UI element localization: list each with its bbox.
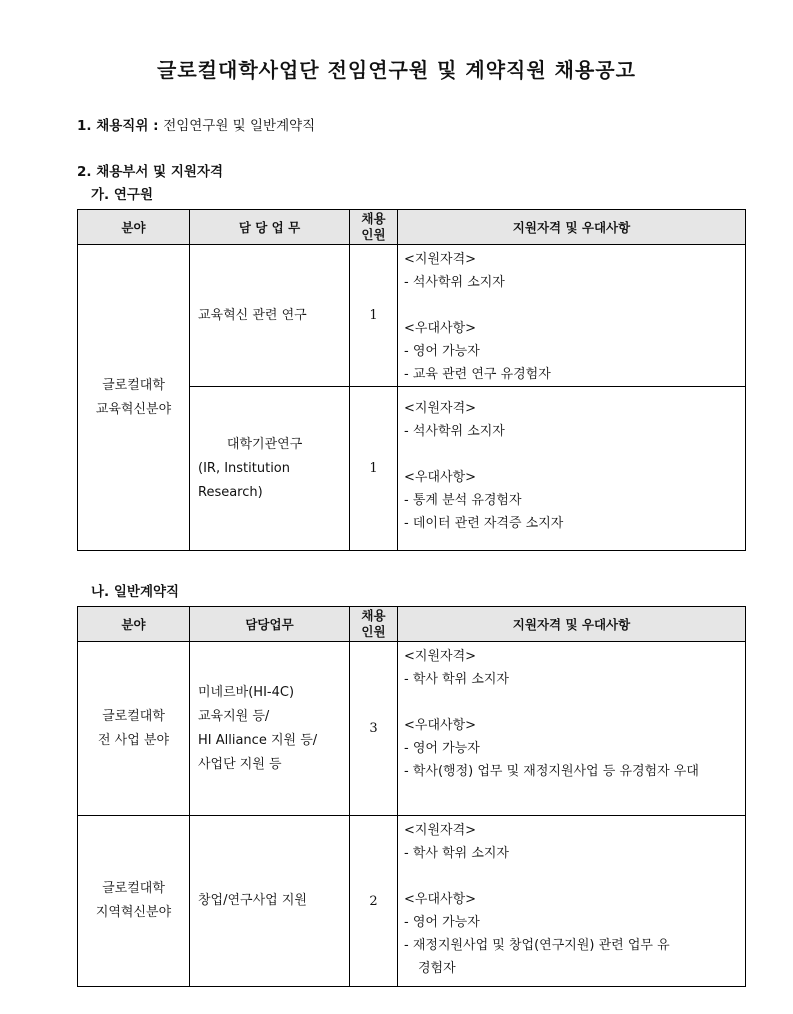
qualification-cell: <지원자격> - 석사학위 소지자 <우대사항> - 영어 가능자 - 교육 관련 연구 유경험자 (398, 245, 746, 387)
duty-cell: 대학기관연구 (IR, Institution Research) (190, 387, 350, 551)
section-1-value: 전임연구원 및 일반계약직 (163, 118, 316, 134)
header-duty: 담당업무 (190, 607, 350, 642)
field-cell: 글로컬대학 지역혁신분야 (78, 816, 190, 987)
table-row (78, 816, 746, 987)
field-cell: 글로컬대학 교육혁신분야 (78, 245, 190, 551)
researcher-heading: 가. 연구원 (91, 187, 153, 203)
count-cell: 3 (350, 642, 398, 816)
duty-cell: 창업/연구사업 지원 (190, 816, 350, 987)
researcher-table (77, 209, 746, 551)
count-cell: 1 (350, 245, 398, 387)
table-row (78, 245, 746, 387)
header-count: 채용 인원 (350, 210, 398, 245)
duty-cell: 미네르바(HI-4C) 교육지원 등/ HI Alliance 지원 등/ 사업단 지원 등 (190, 642, 350, 816)
researcher-table-header (78, 210, 746, 245)
qualification-cell: <지원자격> - 학사 학위 소지자 <우대사항> - 영어 가능자 - 학사(행정) 업무 및 재정지원사업 등 유경험자 우대 (398, 642, 746, 816)
qualification-cell: <지원자격> - 석사학위 소지자 <우대사항> - 통계 분석 유경험자 - 데이터 관련 자격증 소지자 (398, 387, 746, 551)
header-count: 채용 인원 (350, 607, 398, 642)
count-cell: 1 (350, 387, 398, 551)
section-2-label: 2. 채용부서 및 지원자격 (77, 164, 223, 180)
contract-heading: 나. 일반계약직 (91, 584, 180, 600)
section-1-label: 1. 채용직위 : (77, 118, 159, 134)
qualification-cell: <지원자격> - 학사 학위 소지자 <우대사항> - 영어 가능자 - 재정지원사업 및 창업(연구지원) 관련 업무 유 경험자 (398, 816, 746, 987)
header-field: 분야 (78, 210, 190, 245)
duty-cell: 교육혁신 관련 연구 (190, 245, 350, 387)
header-qualification: 지원자격 및 우대사항 (398, 210, 746, 245)
header-field: 분야 (78, 607, 190, 642)
count-cell: 2 (350, 816, 398, 987)
field-cell: 글로컬대학 전 사업 분야 (78, 642, 190, 816)
header-qualification: 지원자격 및 우대사항 (398, 607, 746, 642)
header-duty: 담 당 업 무 (190, 210, 350, 245)
contract-table (77, 606, 746, 987)
contract-table-header (78, 607, 746, 642)
table-row (78, 642, 746, 816)
page-title: 글로컬대학사업단 전임연구원 및 계약직원 채용공고 (157, 58, 636, 82)
section-1 (77, 114, 315, 134)
